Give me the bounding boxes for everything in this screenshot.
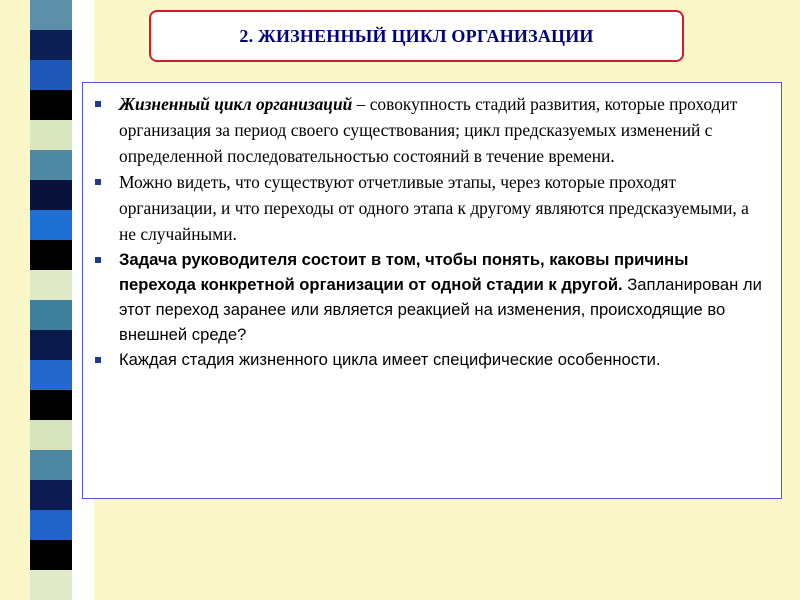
decorative-stripe [30, 60, 72, 90]
bullet-item-features [119, 347, 763, 372]
decorative-stripe [30, 510, 72, 540]
bullet-item-manager-task [119, 247, 763, 347]
bullet-text: Каждая стадия жизненного цикла имеет специфические особенности. [119, 350, 661, 369]
slide-title: 2. ЖИЗНЕННЫЙ ЦИКЛ ОРГАНИЗАЦИИ [239, 25, 594, 46]
bullet-item-definition [119, 91, 763, 169]
decorative-stripe-column [30, 0, 72, 600]
decorative-stripe [30, 450, 72, 480]
decorative-stripe [30, 570, 72, 600]
decorative-stripe [30, 480, 72, 510]
content-box [82, 82, 782, 499]
square-bullet-icon [95, 257, 101, 263]
decorative-stripe [30, 210, 72, 240]
bullet-text: Можно видеть, что существуют отчетливые этапы, через которые проходят организации, и что переходы от одного этапа к другому являются предсказуемыми, а не случайными. [119, 172, 749, 244]
bullet-bold-text: Задача руководителя состоит в том, чтобы понять, каковы причины перехода конкретной организации от одной стадии к другой. [119, 250, 689, 294]
decorative-stripe [30, 150, 72, 180]
decorative-stripe [30, 270, 72, 300]
bullet-term: Жизненный цикл организаций [119, 94, 353, 114]
decorative-stripe [30, 540, 72, 570]
square-bullet-icon [95, 357, 101, 363]
square-bullet-icon [95, 179, 101, 185]
bullet-list [83, 83, 781, 372]
decorative-stripe [30, 120, 72, 150]
decorative-stripe [30, 360, 72, 390]
decorative-stripe [30, 180, 72, 210]
square-bullet-icon [95, 101, 101, 107]
decorative-stripe [30, 300, 72, 330]
bullet-item-stages [119, 169, 763, 247]
decorative-stripe [30, 30, 72, 60]
decorative-stripe [30, 240, 72, 270]
bullet-text: – совокупность стадий развития, которые проходит организация за период своего существования; цикл предсказуемых изменений с определенной последовательностью состояний в течение времени. [119, 94, 738, 166]
decorative-stripe [30, 90, 72, 120]
bullet-text: Запланирован ли этот переход заранее или является реакцией на изменения, происходящие во внешней среде? [119, 275, 762, 344]
decorative-stripe [30, 0, 72, 30]
decorative-stripe [30, 330, 72, 360]
slide-title-box [149, 10, 684, 62]
decorative-stripe [30, 390, 72, 420]
decorative-stripe [30, 420, 72, 450]
